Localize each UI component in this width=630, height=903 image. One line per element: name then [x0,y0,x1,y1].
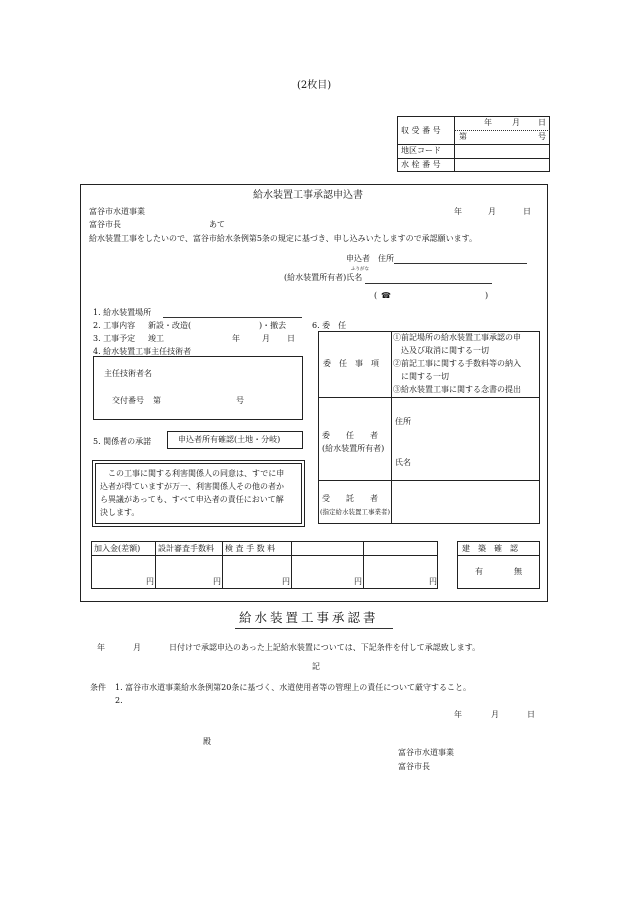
item-work-content-label: 2. 工事内容 [93,321,136,330]
approval-year: 年 [454,710,462,719]
building-confirm-no: 無 [514,567,522,576]
license-gou: 号 [236,396,244,405]
item-delegation: 6. 委 任 [312,321,347,330]
delegator-sub-label: (給水装置所有者) [322,444,385,453]
delegation-matters-label: 委 任 事 項 [323,359,379,368]
delegator-address-label: 住所 [395,417,411,426]
approval-month: 月 [491,710,499,719]
approval-statement: 日付けで承認申込のあった上記給水装置については、下記条件を付して承認致します。 [169,643,481,652]
fee-design-review: 設計審査手数料 [158,544,214,553]
item-consent: 5. 関係者の承諾 [93,437,152,446]
approval-dono: 殿 [203,737,211,746]
sheet-number: (2枚目) [297,80,332,91]
building-confirm-label: 建 築 確 認 [462,544,518,553]
issuer-waterworks: 富谷市水道事業 [398,748,454,757]
liability-line-4: 決します。 [100,508,140,517]
delegation-matter-2a: ②前記工事に関する手数料等の納入 [393,359,521,368]
approval-title: 給水装置工事承認書 [239,610,379,625]
condition-1: 1. 富谷市水道事業給水条例第20条に基づく、水道使用者等の管理上の責任について厳守すること。 [115,683,472,692]
application-month: 月 [488,207,496,216]
addressee-waterworks: 富谷市水道事業 [89,207,145,216]
applicant-address-label: 住所 [378,254,394,263]
chief-engineer-box [93,356,303,420]
item-schedule-day: 日 [287,334,295,343]
fee-yen-1: 円 [146,577,154,586]
delegation-matter-1a: ①前記場所の給水装置工事承認の申 [393,333,521,342]
fee-joining: 加入金(差額) [94,544,141,553]
issuer-mayor: 富谷市長 [398,762,430,771]
item-schedule-label: 3. 工事予定 [93,334,136,343]
receipt-year: 年 [484,118,492,127]
building-confirm-yes: 有 [475,567,483,576]
chief-engineer-name-label: 主任技術者名 [104,369,152,378]
item-schedule-completion: 竣工 [148,334,164,343]
liability-line-2: 込者が得ていますが万一、利害関係人その他の者か [100,482,284,491]
receipt-month: 月 [512,118,520,127]
delegation-matter-3: ③給水装置工事に関する念書の提出 [393,385,521,394]
condition-label: 条件 [90,683,106,692]
fee-yen-3: 円 [282,577,290,586]
addressee-ate: あて [209,220,225,229]
approval-day: 日 [527,710,535,719]
tap-number-label: 水 栓 番 号 [401,160,441,169]
application-year: 年 [454,207,462,216]
consent-box-text: 申込者所有確認(土地・分岐) [178,435,281,444]
application-statement: 給水装置工事をしたいので、富谷市給水条例第5条の規定に基づき、申し込みいたしますので承認願います。 [89,234,477,243]
license-number-label: 交付番号 [112,396,144,405]
phone-close: ) [485,291,489,300]
delegatee-label: 受 託 者 [322,494,378,503]
approval-line-month: 月 [133,643,141,652]
fee-yen-5: 円 [429,577,437,586]
fee-yen-4: 円 [354,577,362,586]
owner-name-label: (給水装置所有者)氏名 [284,273,363,282]
receipt-number-label: 収 受 番 号 [401,126,441,135]
item-location: 1. 給水装置場所 [93,308,152,317]
liability-line-1: この工事に関する利害関係人の同意は、すでに申 [108,469,285,478]
application-day: 日 [523,207,531,216]
receipt-dai: 第 [459,132,467,141]
item-schedule-month: 月 [262,334,270,343]
receipt-gou: 号 [538,132,546,141]
applicant-label: 申込者 [346,254,370,263]
approval-line-year: 年 [97,643,105,652]
furigana: ふりがな [351,267,369,272]
delegator-name-label: 氏名 [395,458,411,467]
item-work-content-tail: )・撤去 [259,321,287,330]
fee-yen-2: 円 [213,577,221,586]
item-schedule-year: 年 [232,334,240,343]
delegator-label: 委 任 者 [322,431,378,440]
fee-inspection: 検 査 手 数 料 [225,544,276,553]
license-dai: 第 [153,396,161,405]
phone-open: ( [374,291,378,300]
condition-2: 2. [115,696,123,705]
delegation-matter-1b: 込及び取消に関する一切 [401,346,489,355]
receipt-day: 日 [538,118,546,127]
item-work-content-value: 新設・改造( [148,321,192,330]
approval-ki: 記 [312,662,320,671]
area-code-label: 地区コード [401,146,441,155]
liability-line-3: ら異議があっても、すべて申込者の責任において解 [100,495,284,504]
delegation-matter-2b: に関する一切 [401,372,449,381]
application-title: 給水装置工事承認申込書 [253,190,363,201]
addressee-mayor: 富谷市長 [89,220,121,229]
delegatee-sub-label: (指定給水装置工事業者) [320,508,391,516]
item-chief-engineer: 4. 給水装置工事主任技術者 [93,347,192,356]
phone-icon: ☎ [381,291,391,300]
